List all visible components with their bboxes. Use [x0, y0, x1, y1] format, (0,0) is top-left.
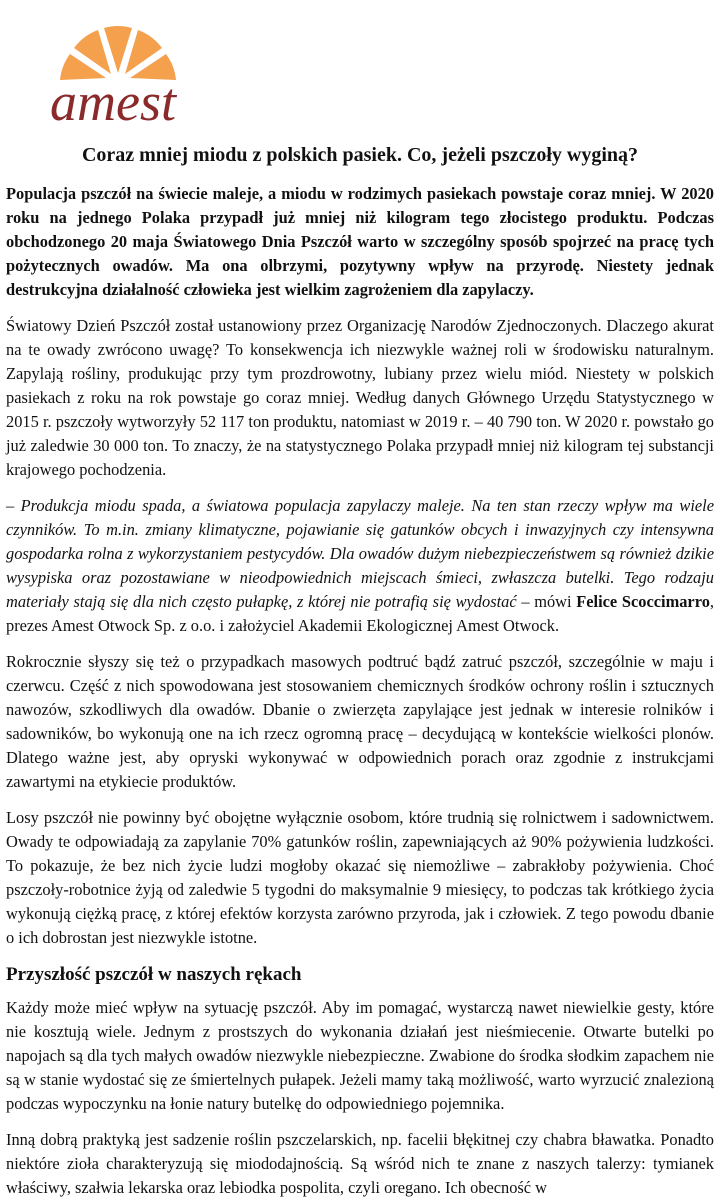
article-title: Coraz mniej miodu z polskich pasiek. Co, jeżeli pszczoły wyginą? [81, 144, 639, 166]
amest-logo [18, 8, 208, 128]
paragraph: Losy pszczół nie powinny być obojętne wyłącznie osobom, które trudnią się rolnictwem i sadownictwem. Owady te odpowiadają za zapylanie 70% gatunków roślin, zapewniających aż 90% pożywienia ludzkości. To pokazuje, że bez nich życie ludzi mogłoby okazać się niemożliwe – zabrakłoby pożywienia. Choć pszczoły-robotnice żyją od zaledwie 5 tygodni do maksymalnie 9 miesięcy, to podczas tak krótkiego życia wykonują ciężką pracę, z której efektów korzysta zarówno przyroda, jak i człowiek. Z tego powodu dbanie o ich dobrostan jest niezwykle istotne. [6, 808, 714, 947]
quote-paragraph [6, 494, 714, 638]
paragraph: Rokrocznie słyszy się też o przypadkach masowych podtruć bądź zatruć pszczół, szczególnie w maju i czerwcu. Część z nich spowodowana jest stosowaniem chemicznych środków ochrony roślin i sztucznych nawozów, szkodliwych dla owadów. Dbanie o zwierzęta zapylające jest jednak w interesie rolników i sadowników, bo wykonują one na ich rzecz ogromną pracę – decydującą w kontekście wielkości plonów. Dlatego ważne jest, aby opryski wykonywać w odpowiednich porach oraz zgodnie z instrukcjami zawartymi na etykiecie produktów. [6, 652, 714, 791]
quote-attribution: – mówi [516, 592, 577, 611]
paragraph: Każdy może mieć wpływ na sytuację pszczół. Aby im pomagać, wystarczą nawet niewielkie gesty, które nie kosztują wiele. Jednym z prostszych do wykonania działań jest nieśmiecenie. Otwarte butelki po napojach są dla tych małych owadów niezwykle niebezpieczne. Zwabione do środka słodkim zapachem nie są w stanie wydostać się ze śmiertelnych pułapek. Jeżeli mamy taką możliwość, warto wyrzucić znalezioną podczas wypoczynku na łonie natury butelkę do odpowiedniego pojemnika. [6, 998, 714, 1113]
quote-author-role: , prezes Amest Otwock Sp. z o.o. i założyciel Akademii Ekologicznej Amest Otwock. [6, 592, 714, 635]
quote-text: – Produkcja miodu spada, a światowa populacja zapylaczy maleje. Na ten stan rzeczy wpływ ma wiele czynników. To m.in. zmiany klimatyczne, pojawianie się gatunków obcych i inwazyjnych czy intensywna gospodarka rolna z wykorzystaniem pestycydów. Dla owadów dużym niebezpieczeństwem są również dzikie wysypiska oraz pozostawiane w nieodpowiednich miejscach śmieci, zwłaszcza butelki. Tego rodzaju materiały stają się dla nich często pułapkę, z której nie potrafią się wydostać [6, 496, 714, 611]
svg-text:amest: amest [50, 72, 176, 128]
paragraph: Światowy Dzień Pszczół został ustanowiony przez Organizację Narodów Zjednoczonych. Dlaczego akurat na te owady zwrócono uwagę? To konsekwencja ich niezwykle ważnej roli w środowisku naturalnym. Zapylają rośliny, produkując przy tym prozdrowotny, lubiany przez wielu miód. Niestety w polskich pasiekach z roku na rok powstaje go coraz mniej. Według danych Głównego Urzędu Statystycznego w 2015 r. pszczoły wytworzyły 52 117 ton produktu, natomiast w 2019 r. – 40 790 ton. W 2020 r. powstało go już zaledwie 30 000 ton. To znaczy, że na statystycznego Polaka przypadł mniej niż kilogram tej substancji krajowego pochodzenia. [6, 316, 714, 479]
paragraph: Inną dobrą praktyką jest sadzenie roślin pszczelarskich, np. facelii błękitnej czy chabra bławatka. Ponadto niektóre zioła charakteryzują się miododajnością. Są wśród nich te znane z naszych talerzy: tymianek właściwy, szałwia lekarska oraz lebiodka pospolita, czyli oregano. Ich obecność w [6, 1130, 714, 1197]
document [0, 8, 720, 1200]
section-heading: Przyszłość pszczół w naszych rękach [6, 964, 302, 985]
quote-author: Felice Scoccimarro [576, 592, 710, 611]
lead-paragraph: Populacja pszczół na świecie maleje, a miodu w rodzimych pasiekach powstaje coraz mniej. W 2020 roku na jednego Polaka przypadł już mniej niż kilogram tego złocistego produktu. Podczas obchodzonego 20 maja Światowego Dnia Pszczół warto w szczególny sposób spojrzeć na pracę tych pożytecznych owadów. Ma ona olbrzymi, pozytywny wpływ na przyrodę. Niestety jednak destrukcyjna działalność człowieka jest wielkim zagrożeniem dla zapylaczy. [6, 184, 714, 299]
